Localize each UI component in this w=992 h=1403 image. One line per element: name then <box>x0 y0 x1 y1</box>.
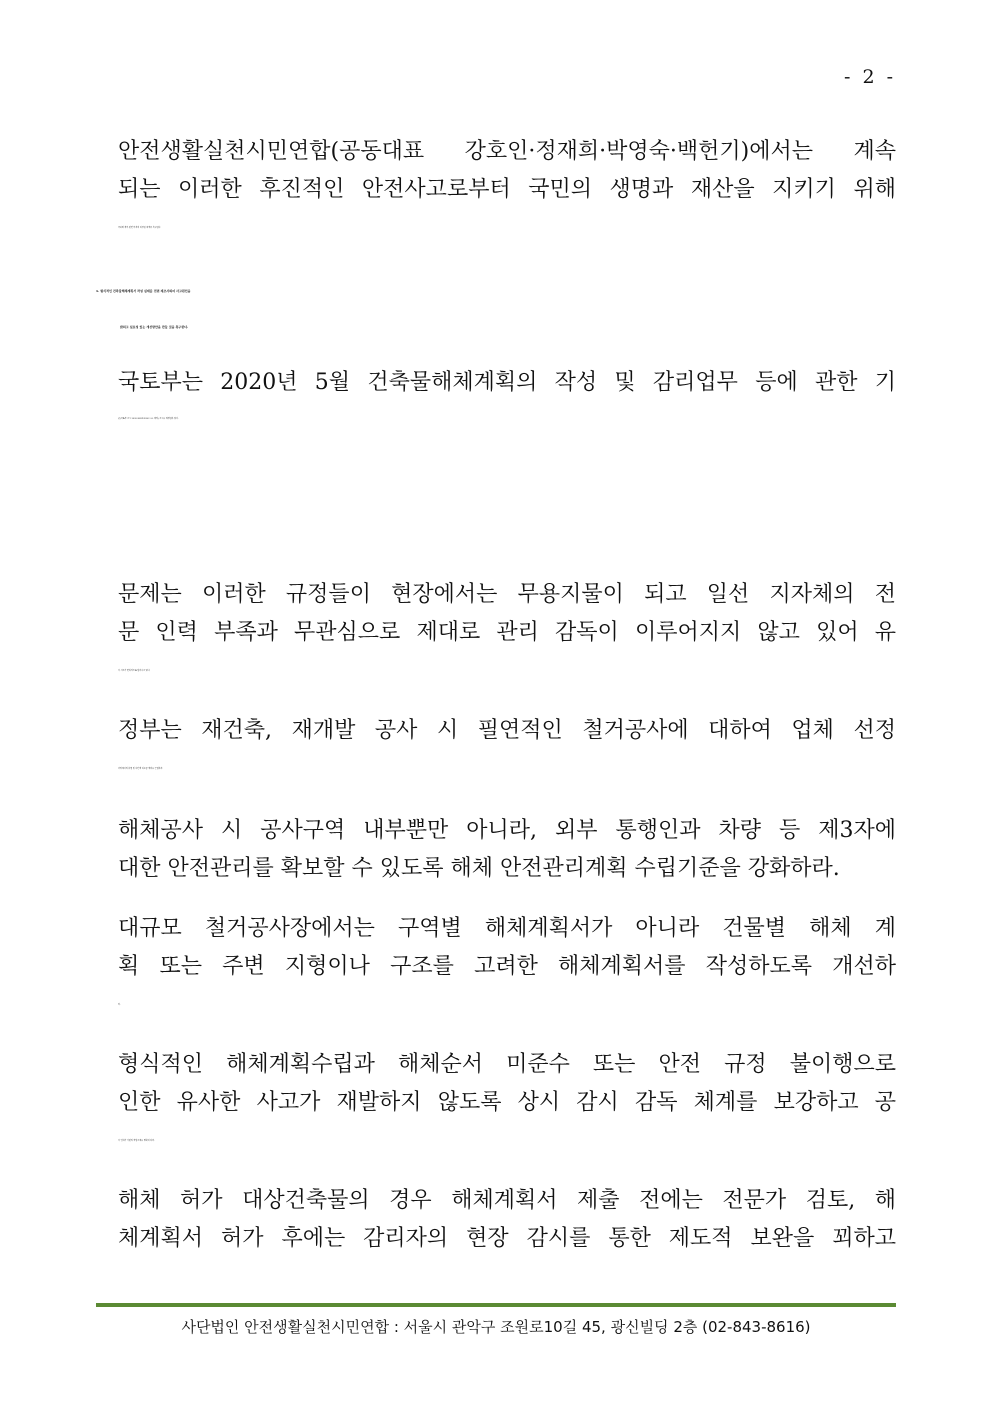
note-line-3 <box>148 524 992 548</box>
p2-line-3: 사 사고가 반복적으로 일어나고 있다. <box>118 670 151 672</box>
page-number: - 2 - <box>843 66 896 88</box>
note-line-2 <box>148 494 992 518</box>
intro-line-1: 안전생활실천시민연합(공동대표 강호인·정재희·박영숙·백헌기)에서는 계속 <box>118 139 896 164</box>
p2-line-1: 문제는 이러한 규정들이 현장에서는 무용지물이 되고 일선 지자체의 전 <box>118 582 896 607</box>
p1-line-1: 국토부는 2020년 5월 건축물해체계획의 작성 및 감리업무 등에 관한 기 <box>118 370 896 395</box>
p5-line-1: 대규모 철거공사장에서는 구역별 해체계획서가 아니라 건물별 해체 계 <box>118 916 896 941</box>
p6-line-3: 사 인허가 기관의 책임소재를 명확히 하라. <box>118 1140 155 1142</box>
intro-line-2: 되는 이러한 후진적인 안전사고로부터 국민의 생명과 재산을 지키기 위해 <box>118 177 896 202</box>
p5-line-3: 라. <box>118 1004 121 1006</box>
p7-line-2: 체계획서 허가 후에는 감리자의 현장 감시를 통한 제도적 보완을 꾀하고 <box>118 1226 896 1251</box>
section-heading-line-1: 1. 형식적인 건축물해체계획서 작성 실태를 전면 재조사하여 사고원인을 <box>96 289 191 293</box>
footer-divider <box>96 1303 896 1307</box>
intro-line-3: 국회와 정부 관련 부처의 비상한 대책을 촉구한다. <box>118 227 162 229</box>
p7-line-1: 해체 허가 대상건축물의 경우 해체계획서 제출 전에는 전문가 검토, 해 <box>118 1188 896 1213</box>
p4-line-1: 해체공사 시 공사구역 내부뿐만 아니라, 외부 통행인과 차량 등 제3자에 <box>118 818 896 843</box>
p3-line-1: 정부는 재건축, 재개발 공사 시 필연적인 철거공사에 대하여 업체 선정 <box>118 718 896 743</box>
section-heading-line-2: 밝히고 실효성 있는 개선방안을 만들 것을 촉구한다. <box>120 325 189 329</box>
p1-line-2: 준(국토부 고시 2020-380호/2020.5.8. 제정) 고시를 제정한바 있다. <box>118 418 179 420</box>
note-line-1 <box>140 464 992 488</box>
p2-line-2: 문 인력 부족과 무관심으로 제대로 관리 감독이 이루어지지 않고 있어 유 <box>118 620 896 645</box>
p3-line-2: 과정에서의 불법 및 다단계 하도급 행위를 근절하라. <box>118 768 164 770</box>
p6-line-1: 형식적인 해체계획수립과 해체순서 미준수 또는 안전 규정 불이행으로 <box>118 1052 896 1077</box>
p6-line-2: 인한 유사한 사고가 재발하지 않도록 상시 감시 감독 체계를 보강하고 공 <box>118 1090 896 1115</box>
p4-line-2: 대한 안전관리를 확보할 수 있도록 해체 안전관리계획 수립기준을 강화하라. <box>118 856 840 881</box>
p5-line-2: 획 또는 주변 지형이나 구조를 고려한 해체계획서를 작성하도록 개선하 <box>118 954 896 979</box>
footer-address: 사단법인 안전생활실천시민연합 : 서울시 관악구 조원로10길 45, 광신빌딩 2층 (02-843-8616) <box>181 1318 811 1336</box>
